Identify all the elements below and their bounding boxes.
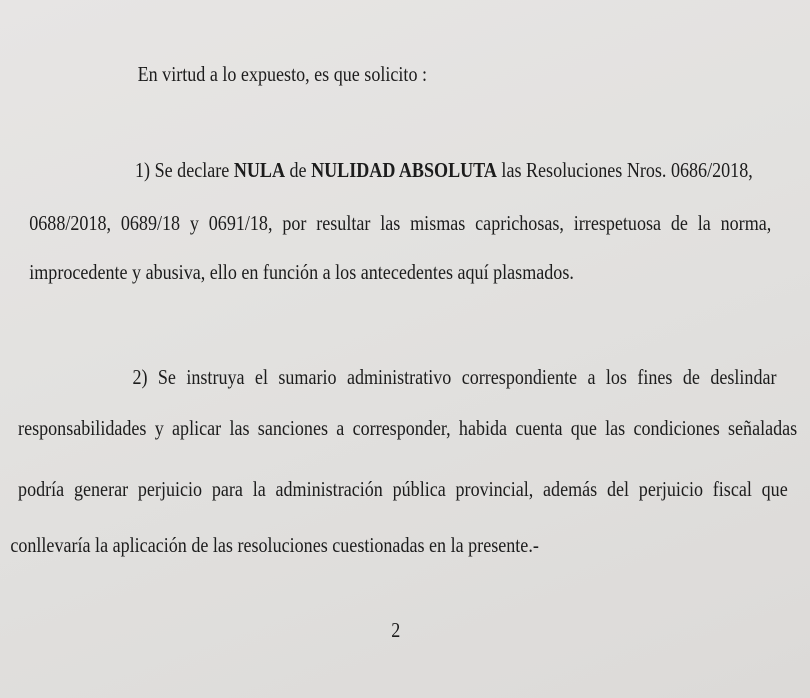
item1-line2-word: de <box>670 211 688 235</box>
item2-line1-word: sumario <box>278 365 337 389</box>
item2-line3-word: podría <box>18 477 65 501</box>
item1-text-part3: las Resoluciones Nros. 0686/2018, <box>496 158 753 182</box>
item1-line2-word: norma, <box>720 211 772 235</box>
item2-line3-word: perjuicio <box>638 477 703 501</box>
item2-line3-word: perjuicio <box>137 477 203 501</box>
item1-text-part2: de <box>284 158 312 182</box>
item1-text-part1: Se declare <box>154 158 234 182</box>
item2-line3-word: del <box>606 477 630 501</box>
item2-line2 <box>18 418 797 439</box>
item1-bold-nula: NULA <box>233 158 285 182</box>
item1-line2-word: mismas <box>410 211 466 235</box>
item1-line2-word: caprichosas, <box>475 211 564 235</box>
item1-line2 <box>29 213 771 234</box>
item2-line2-word: responsabilidades <box>18 416 147 440</box>
page-number: 2 <box>391 618 401 642</box>
item2-line3 <box>18 479 788 500</box>
item2-line1-word: el <box>254 365 268 389</box>
intro-line: En virtud a lo expuesto, es que solicito : <box>137 62 428 86</box>
item2-line3-word: que <box>761 477 788 501</box>
item2-line2-word: las <box>605 416 626 440</box>
item2-line3-word: administración <box>275 477 383 501</box>
item2-line3-word: provincial, <box>455 477 534 501</box>
item2-line2-word: aplicar <box>172 416 222 440</box>
item2-line2-word: cuenta <box>515 416 563 440</box>
item2-line3-word: para <box>211 477 243 501</box>
item1-line3: improcedente y abusiva, ello en función a los antecedentes aquí plasmados. <box>29 260 574 284</box>
item1-line2-word: la <box>697 211 711 235</box>
item2-line3-word: la <box>252 477 266 501</box>
item1-line2-word: resultar <box>316 211 371 235</box>
item1-line2-word: y <box>189 211 199 235</box>
item2-line3-word: generar <box>73 477 129 501</box>
item2-line1-word: correspondiente <box>461 365 578 389</box>
item1-line2-word: 0689/18 <box>120 211 181 235</box>
item1-line2-word: 0688/2018, <box>29 211 112 235</box>
item2-line1-word: a <box>587 365 596 389</box>
item2-line1-word: de <box>682 365 700 389</box>
item2-line3-word: además <box>543 477 598 501</box>
item2-line1-word: los <box>605 365 627 389</box>
item2-line2-word: corresponder, <box>352 416 451 440</box>
item2-line1-word: fines <box>637 365 673 389</box>
item2-line1 <box>132 367 776 388</box>
item2-line2-word: condiciones <box>633 416 720 440</box>
item2-line2-word: las <box>229 416 250 440</box>
item1-line1 <box>135 160 753 181</box>
item2-line2-word: sanciones <box>257 416 329 440</box>
item1-line2-word: irrespetuosa <box>573 211 662 235</box>
item2-line2-word: que <box>570 416 597 440</box>
item2-line1-word: administrativo <box>346 365 452 389</box>
item1-line2-word: 0691/18, <box>208 211 273 235</box>
item2-line2-word: y <box>154 416 164 440</box>
item1-number: 1) <box>135 158 151 182</box>
item2-line1-word: 2) <box>132 365 148 389</box>
item2-line1-word: deslindar <box>710 365 777 389</box>
item2-line3-word: fiscal <box>712 477 752 501</box>
item2-line2-word: a <box>336 416 345 440</box>
item1-line2-word: las <box>380 211 401 235</box>
item2-line2-word: señaladas <box>728 416 798 440</box>
item1-line2-word: por <box>282 211 307 235</box>
item2-line2-word: habida <box>458 416 508 440</box>
item2-line1-word: Se <box>157 365 176 389</box>
item2-line3-word: pública <box>392 477 446 501</box>
item2-line1-word: instruya <box>186 365 245 389</box>
item2-line4: conllevaría la aplicación de las resoluciones cuestionadas en la presente.- <box>10 533 539 557</box>
item1-bold-nulidad: NULIDAD ABSOLUTA <box>311 158 497 182</box>
